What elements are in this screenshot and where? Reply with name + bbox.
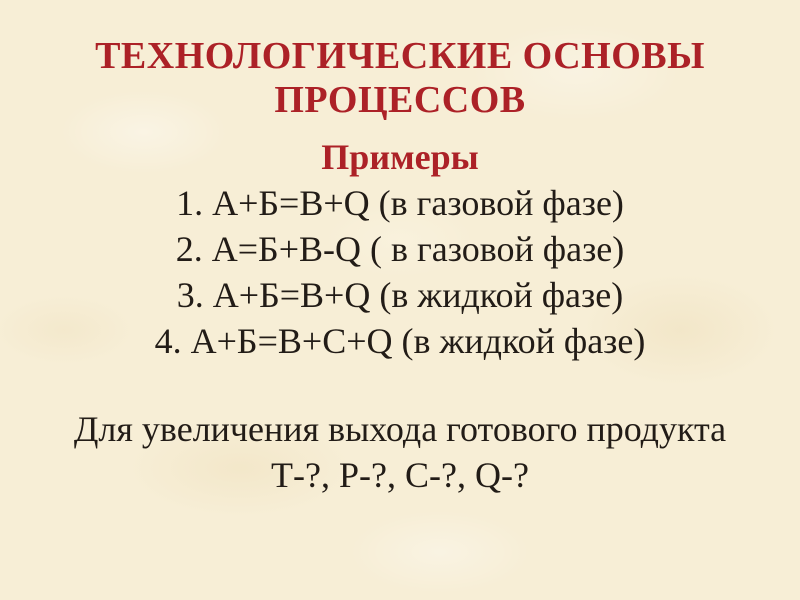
example-item-3: 3. А+Б=В+Q (в жидкой фазе)	[176, 275, 624, 315]
question-line: Т-?, Р-?, С-?, Q-?	[271, 455, 529, 495]
conclusion-line: Для увеличения выхода готового продукта	[73, 409, 727, 449]
slide-title: ТЕХНОЛОГИЧЕСКИЕ ОСНОВЫ ПРОЦЕССОВ	[95, 35, 705, 121]
example-item-2: 2. А=Б+В-Q ( в газовой фазе)	[175, 229, 625, 269]
example-item-1: 1. А+Б=В+Q (в газовой фазе)	[176, 183, 624, 223]
examples-list	[0, 180, 800, 364]
example-item-4: 4. А+Б=В+С+Q (в жидкой фазе)	[154, 321, 646, 361]
examples-heading: Примеры	[321, 137, 479, 177]
